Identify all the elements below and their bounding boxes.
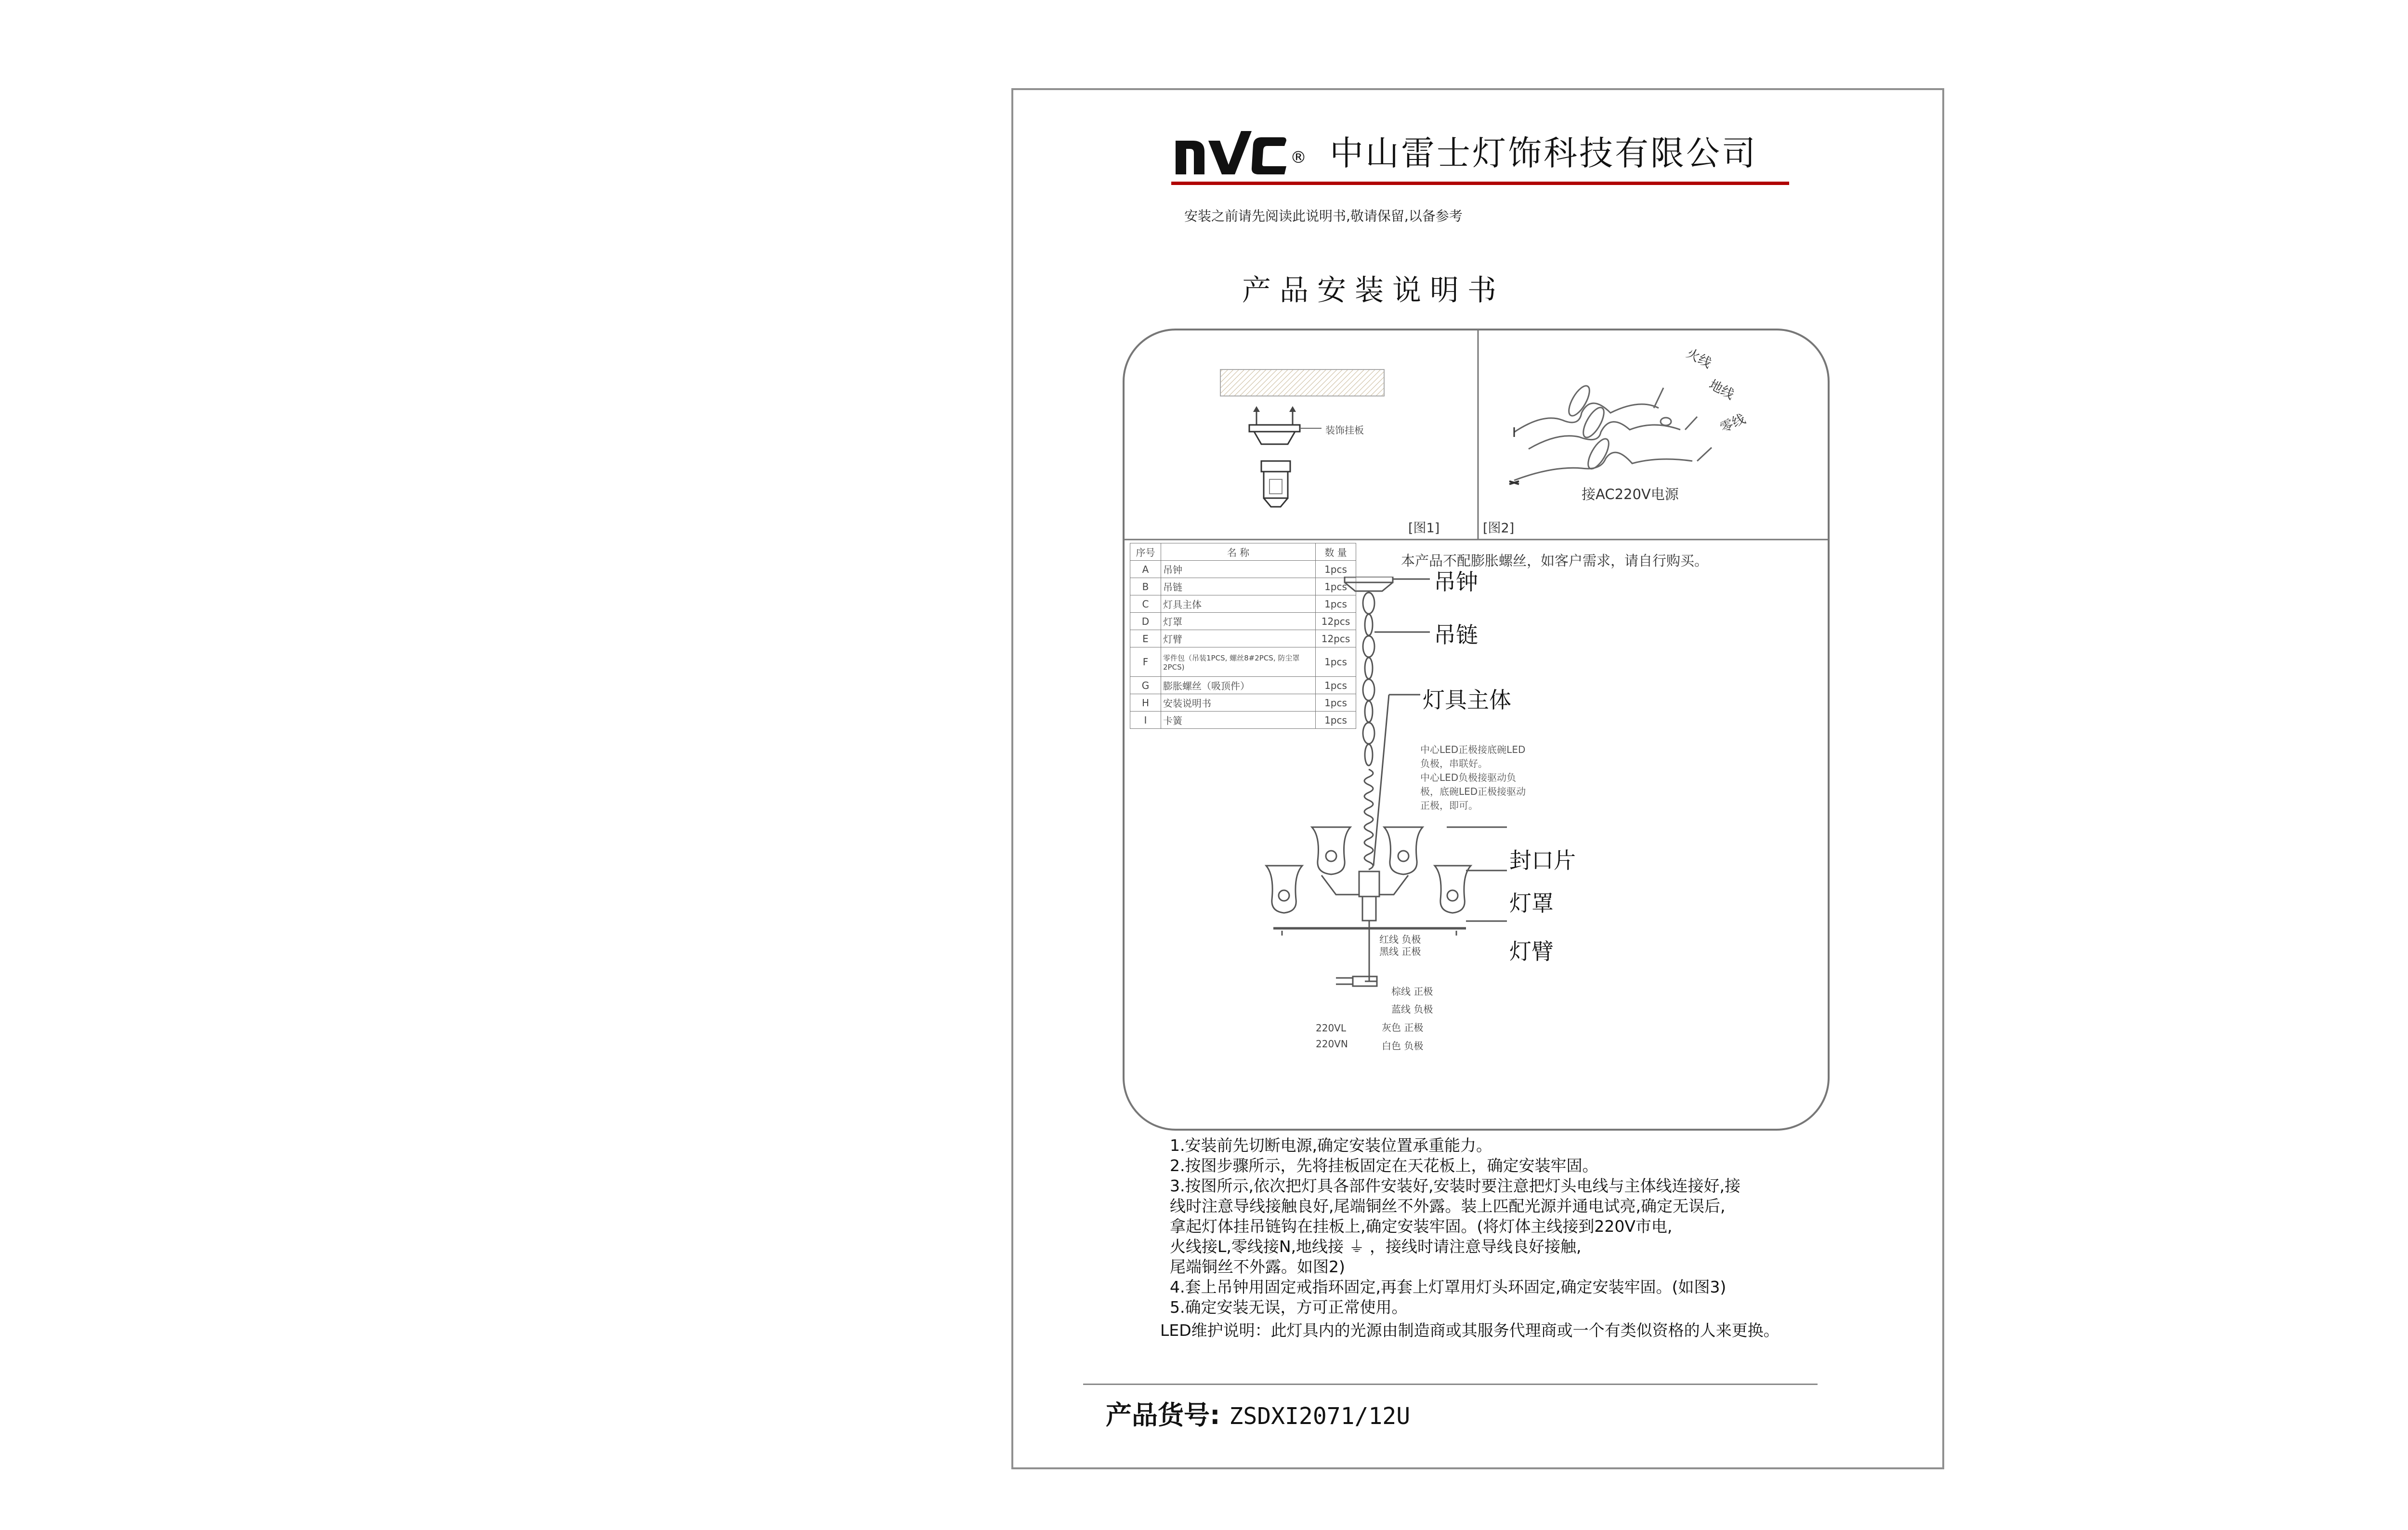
label-body: 灯具主体 [1423,687,1511,713]
part-qty: 1pcs [1316,561,1356,578]
part-code: I [1130,712,1161,729]
instruction-line: 拿起灯体挂吊链钩在挂板上,确定安装牢固。(将灯体主线接到220V市电, [1170,1217,1673,1236]
part-qty: 1pcs [1316,677,1356,694]
led-note-line: 正极，即可。 [1420,800,1478,811]
parts-header-row [1130,543,1356,561]
parts-header-no: 序号 [1130,543,1161,561]
instruction-line: 3.按图所示,依次把灯具各部件安装好,安装时要注意把灯头电线与主体线连接好,接 [1170,1176,1741,1195]
label-arm: 灯臂 [1509,938,1554,964]
part-code: F [1130,647,1161,677]
led-note-line: 极，底碗LED正极接驱动 [1420,786,1526,797]
part-name: 卡簧 [1161,712,1316,729]
wire-live-label: 火线 [1684,345,1714,371]
fig2-caption: [图2] [1483,521,1515,536]
part-name: 安装说明书 [1161,694,1316,712]
part-qty: 1pcs [1316,647,1356,677]
part-name: 零件包（吊装1PCS, 螺丝8#2PCS, 防尘罩2PCS) [1161,647,1316,677]
voltage-note: 220VN [1316,1038,1348,1050]
no-expansion-screw-note: 本产品不配膨胀螺丝，如客户需求，请自行购买。 [1401,553,1709,569]
installation-steps [1160,1135,1780,1341]
registered-mark: ® [1290,148,1307,167]
table-row [1130,561,1356,578]
wire-note: 灰色 正极 [1382,1022,1424,1033]
part-code: C [1130,595,1161,613]
instruction-line: 2.按图步骤所示，先将挂板固定在天花板上，确定安装牢固。 [1170,1156,1598,1175]
part-name: 灯臂 [1161,630,1316,647]
instruction-line: 尾端铜丝不外露。如图2) [1170,1257,1345,1276]
led-maintenance-note: LED维护说明：此灯具内的光源由制造商或其服务代理商或一个有类似资格的人来更换。 [1160,1321,1780,1340]
instruction-line: 1.安装前先切断电源,确定安装位置承重能力。 [1170,1136,1492,1155]
part-name: 膨胀螺丝（吸顶件） [1161,677,1316,694]
part-name: 吊钟 [1161,561,1316,578]
wire-note: 棕线 正极 [1391,986,1433,997]
wire-ground-label: 地线 [1706,377,1737,403]
parts-header-qty: 数 量 [1316,543,1356,561]
part-name: 灯罩 [1161,613,1316,630]
instruction-line: 火线接L,零线接N,地线接 ⏚ ，接线时请注意导线良好接触, [1170,1237,1582,1256]
part-name: 吊链 [1161,578,1316,595]
product-model [1106,1395,1410,1432]
part-code: B [1130,578,1161,595]
part-qty: 1pcs [1316,712,1356,729]
part-code: A [1130,561,1161,578]
header-rule [1171,182,1789,185]
company-name: 中山雷士灯饰科技有限公司 [1330,133,1757,173]
part-code: G [1130,677,1161,694]
label-canopy: 吊钟 [1434,569,1478,595]
led-note-line: 中心LED正极接底碗LED [1420,744,1526,755]
power-label: 接AC220V电源 [1582,486,1679,502]
wire-neutral-label: 零线 [1718,411,1748,436]
instruction-line: 线时注意导线接触良好,尾端铜丝不外露。装上匹配光源并通电试亮,确定无误后, [1170,1197,1726,1215]
fig1-caption: [图1] [1408,521,1440,536]
wire-note: 白色 负极 [1382,1040,1424,1052]
led-note [1420,743,1526,813]
led-note-line: 负极，串联好。 [1420,758,1488,769]
wire-note: 蓝线 负极 [1391,1003,1433,1015]
part-qty: 12pcs [1316,613,1356,630]
part-qty: 1pcs [1316,578,1356,595]
part-qty: 1pcs [1316,595,1356,613]
fig2-wiring-drawing [1495,341,1793,567]
part-qty: 12pcs [1316,630,1356,647]
part-qty: 1pcs [1316,694,1356,712]
instruction-sheet [1011,88,1944,1469]
part-code: E [1130,630,1161,647]
chandelier-drawing [1264,577,1745,1073]
parts-header-name: 名 称 [1161,543,1316,561]
part-code: D [1130,613,1161,630]
voltage-note: 220VL [1316,1022,1346,1034]
instruction-line: 4.套上吊钟用固定戒指环固定,再套上灯罩用灯头环固定,确定安装牢固。(如图3) [1170,1278,1727,1296]
wire-note: 黑线 正极 [1379,946,1421,957]
label-chain: 吊链 [1434,622,1478,648]
wire-note: 红线 负极 [1379,934,1421,945]
model-code: ZSDXI2071/12U [1229,1403,1411,1430]
part-name: 灯具主体 [1161,595,1316,613]
fig1-callout: 装饰挂板 [1325,424,1364,436]
model-rule [1083,1384,1818,1385]
led-note-line: 中心LED负极接驱动负 [1420,772,1517,783]
doc-title: 产品安装说明书 [1242,274,1505,307]
label-shade: 灯罩 [1509,890,1554,916]
part-code: H [1130,694,1161,712]
model-label: 产品货号: [1106,1400,1220,1430]
read-notice: 安装之前请先阅读此说明书,敬请保留,以备参考 [1184,208,1463,224]
fig1-mounting-drawing [1216,360,1389,533]
instruction-line: 5.确定安装无误，方可正常使用。 [1170,1298,1408,1317]
label-cap: 封口片 [1509,847,1576,873]
